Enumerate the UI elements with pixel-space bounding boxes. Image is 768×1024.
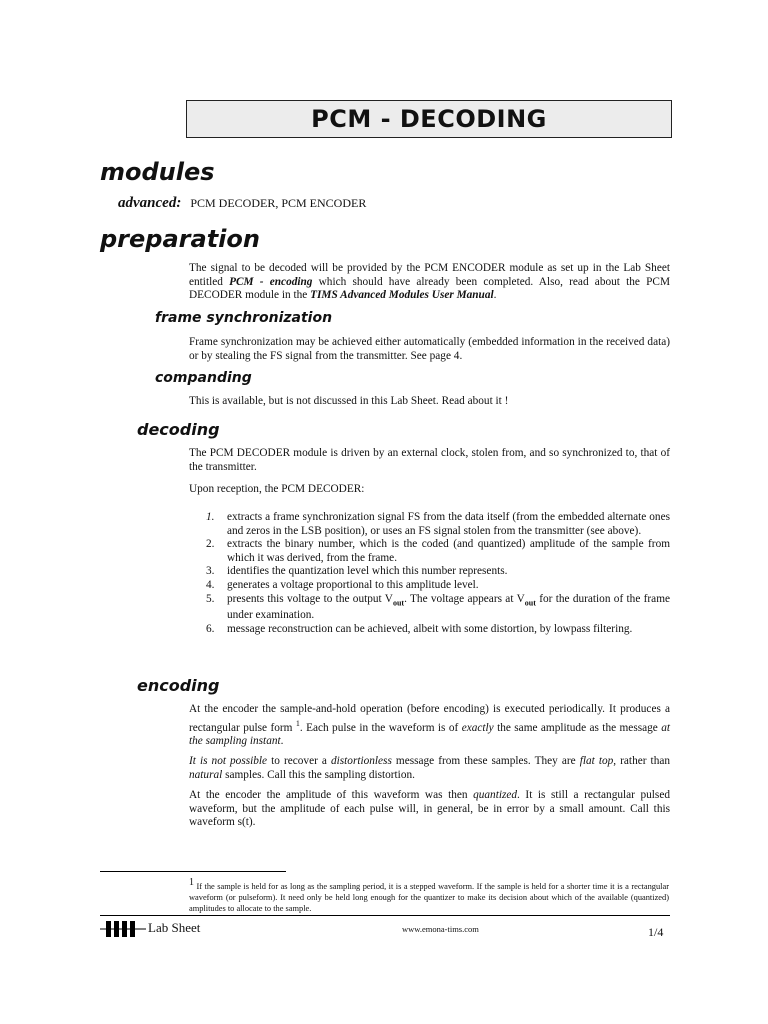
encoding-text: . [280,734,284,747]
page-title: PCM - DECODING [311,105,547,133]
list-number: 6. [206,623,215,635]
decoding-paragraph-1: The PCM DECODER module is driven by an external clock, stolen from, and so synchronized to, that of the transmitter. [189,447,670,473]
list-text: message reconstruction can be achieved, albeit with some distortion, by lowpass filtering. [227,623,633,635]
frame-sync-heading: frame synchronization [155,310,333,326]
list-item [206,623,670,637]
footnote-marker: 1 [189,877,194,888]
footer-label: Lab Sheet [148,920,201,935]
encoding-emphasis: exactly [461,721,494,734]
decoding-steps [206,511,670,637]
list-number: 2. [206,538,215,551]
encoding-emphasis: It is not possible [189,755,268,767]
encoding-text: the same amplitude as the message [493,721,662,734]
preparation-link-title: PCM - encoding [229,275,313,288]
frame-sync-text: Frame synchronization may be achieved either automatically (embedded information in the received data) or by stealing the FS signal from the transmitter. See page 4. [189,336,670,362]
preparation-text-c: which should have already been completed. Also, read about the PCM DECODER module in the [189,275,670,302]
encoding-text: . It is still a rectangular pulsed waveform, but the amplitude of each pulse will, in general, be in error by a small amount. Call this waveform s(t). [189,789,670,829]
encoding-text: message from these samples. They are [391,755,580,767]
list-number: 4. [206,578,215,591]
encoding-text: , rather than [613,755,671,767]
advanced-line [118,195,366,212]
footer-divider [100,915,670,916]
list-text: for the duration of the frame under examination. [227,592,670,622]
encoding-emphasis: natural [189,768,223,781]
advanced-label: advanced: [118,195,182,211]
footer-url[interactable]: www.emona-tims.com [402,924,479,934]
list-text: presents this voltage to the output V [227,592,393,605]
list-text: identifies the quantization level which this number represents. [227,565,508,578]
list-text: extracts a frame synchronization signal FS from the data itself (from the embedded alternate ones and zeros in the LSB position), or uses an FS signal stolen from the transmitter (see above). [227,511,670,537]
preparation-heading: preparation [100,225,260,253]
encoding-text: At the encoder the amplitude of this waveform was then [189,789,474,801]
list-text: extracts the binary number, which is the coded (and quantized) amplitude of the sample from which it was derived, from the frame. [227,538,670,564]
list-item [206,593,670,623]
companding-text: This is available, but is not discussed in this Lab Sheet. Read about it ! [189,395,509,407]
encoding-paragraph-2 [189,755,670,782]
encoding-paragraph-3 [189,789,670,830]
encoding-text: to recover a [267,755,331,767]
encoding-heading: encoding [137,676,220,695]
list-item [206,511,670,538]
encoding-text: samples. Call this the sampling distortion. [222,768,415,781]
encoding-emphasis: flat top [579,755,614,767]
preparation-text-e: . [493,289,497,302]
subscript-out: out [524,597,536,607]
list-text: generates a voltage proportional to this amplitude level. [227,578,479,591]
encoding-text: At the encoder the sample-and-hold operation (before encoding) is executed periodically. It produces a rectangular pulse form [189,703,670,734]
list-item [206,538,670,565]
modules-heading: modules [100,158,215,186]
encoding-emphasis: distortionless [330,755,392,767]
preparation-manual-title: TIMS Advanced Modules User Manual [310,289,494,302]
footnote [189,877,669,914]
footnote-text: If the sample is held for as long as the sampling period, it is a stepped waveform. If the sample is held for a shorter time it is a rectangular waveform (or pulseform). It need only be held long enough for the quantizer to make its decision about which of the available (quantized) amplitudes to allocate to the sample. [189,881,669,913]
encoding-emphasis: at the sampling instant [189,721,670,747]
list-number: 5. [206,592,215,605]
footnote-reference: 1 [295,718,300,728]
footnote-divider [100,871,286,872]
page-number: 1/4 [648,925,664,939]
encoding-paragraph-1 [189,703,670,749]
title-box [186,100,672,138]
list-item [206,579,670,593]
list-number: 1. [206,511,215,523]
subscript-out: out [392,597,405,607]
companding-heading: companding [155,370,252,386]
decoding-paragraph-2: Upon reception, the PCM DECODER: [189,483,365,495]
advanced-value: PCM DECODER, PCM ENCODER [190,196,367,210]
preparation-text-a: The signal to be decoded will be provided by the PCM ENCODER module as set up in the Lab Sheet entitled [189,262,670,288]
decoding-heading: decoding [137,420,220,439]
preparation-text [189,262,670,303]
list-number: 3. [206,565,215,578]
list-item [206,565,670,579]
tims-logo-icon [100,919,146,944]
encoding-text: . Each pulse in the waveform is of [299,721,462,734]
list-text: . The voltage appears at V [404,592,525,605]
encoding-emphasis: quantized [473,789,518,801]
